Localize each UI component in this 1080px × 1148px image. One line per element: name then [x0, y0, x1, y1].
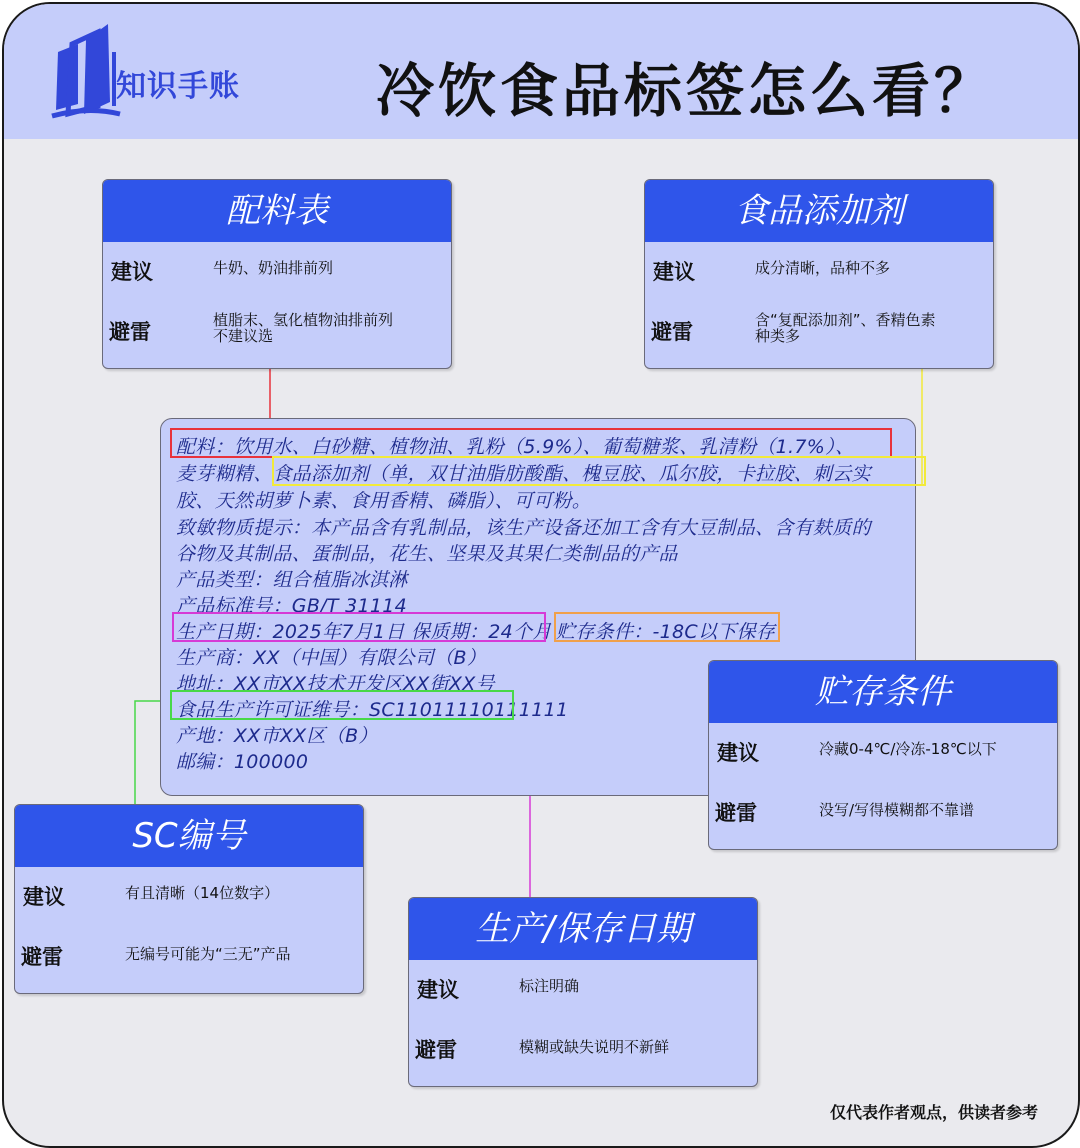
- avoid-label: 避雷: [109, 320, 151, 344]
- suggest-label: 建议: [417, 978, 459, 1002]
- avoid-label: 避雷: [715, 801, 757, 825]
- suggest-text: 有且清晰（14位数字）: [125, 884, 280, 902]
- date-card: [408, 897, 758, 1087]
- label-line: 生产商：XX（中国）有限公司（B）: [176, 647, 487, 669]
- ingredients-highlight: [170, 428, 892, 458]
- suggest-text: 冷藏0-4℃/冷冻-18℃以下: [819, 740, 997, 758]
- logo-text: 知识手账: [116, 69, 240, 104]
- avoid-label: 避雷: [415, 1038, 457, 1062]
- avoid-text: 种类多: [755, 327, 801, 345]
- suggest-text: 标注明确: [519, 977, 580, 995]
- avoid-text: 模糊或缺失说明不新鲜: [519, 1038, 670, 1056]
- avoid-label: 避雷: [651, 320, 693, 344]
- card-title: 生产/保存日期: [409, 898, 757, 960]
- label-line: 配料：饮用水、白砂糖、植物油、乳粉（5.9%）、葡萄糖浆、乳清粉（1.7%）、: [176, 436, 855, 458]
- label-line: 食品生产许可证维号：SC11011110111111: [176, 699, 569, 721]
- date-highlight: [172, 612, 546, 642]
- suggest-text: 成分清晰，品种不多: [755, 259, 891, 277]
- suggest-label: 建议: [23, 885, 65, 909]
- additives-highlight: [272, 456, 926, 486]
- card-title: SC编号: [15, 805, 363, 867]
- ingredients-card: [102, 179, 452, 369]
- avoid-text: 含“复配添加剂”、香精色素: [755, 311, 936, 329]
- infographic-frame: [2, 2, 1080, 1148]
- disclaimer: 仅代表作者观点，供读者参考: [830, 1103, 1039, 1122]
- avoid-text: 无编号可能为“三无”产品: [125, 945, 291, 963]
- label-line: 胶、天然胡萝卜素、食用香精、磷脂）、可可粉。: [176, 490, 592, 512]
- storage-highlight: [554, 612, 780, 642]
- additives-card: [644, 179, 994, 369]
- suggest-label: 建议: [653, 260, 695, 284]
- suggest-text: 牛奶、奶油排前列: [213, 259, 334, 277]
- card-title: 贮存条件: [709, 661, 1057, 723]
- suggest-label: 建议: [717, 741, 759, 765]
- avoid-text: 不建议选: [213, 327, 274, 345]
- sc-highlight: [170, 690, 514, 720]
- card-title: 配料表: [103, 180, 451, 242]
- avoid-text: 植脂末、氢化植物油排前列: [213, 311, 394, 329]
- label-line: 谷物及其制品、蛋制品，花生、坚果及其果仁类制品的产品: [176, 543, 678, 565]
- label-line: 致敏物质提示：本产品含有乳制品，该生产设备还加工含有大豆制品、含有麸质的: [176, 517, 871, 539]
- label-line: 产品标准号：GB/T 31114: [176, 595, 408, 617]
- card-title: 食品添加剂: [645, 180, 993, 242]
- label-line: 生产日期：2025年7月1日 保质期：24个月: [176, 621, 552, 643]
- label-line: 产品类型：组合植脂冰淇淋: [176, 569, 408, 591]
- sc-card: [14, 804, 364, 994]
- storage-card: [708, 660, 1058, 850]
- label-line: 产地：XX市XX区（B）: [176, 725, 378, 747]
- suggest-label: 建议: [111, 260, 153, 284]
- label-line: 麦芽糊精、食品添加剂（单，双甘油脂肪酸酯、槐豆胶、瓜尔胶，卡拉胶、刺云实: [176, 463, 871, 485]
- label-line: 邮编：100000: [176, 751, 309, 773]
- label-line: 贮存条件：-18C以下保存: [556, 621, 776, 643]
- label-line: 地址：XX市XX技术开发区XX街XX号: [176, 673, 495, 695]
- page-title: 冷饮食品标签怎么看？: [376, 57, 997, 125]
- avoid-label: 避雷: [21, 945, 63, 969]
- avoid-text: 没写/写得模糊都不靠谱: [819, 801, 975, 819]
